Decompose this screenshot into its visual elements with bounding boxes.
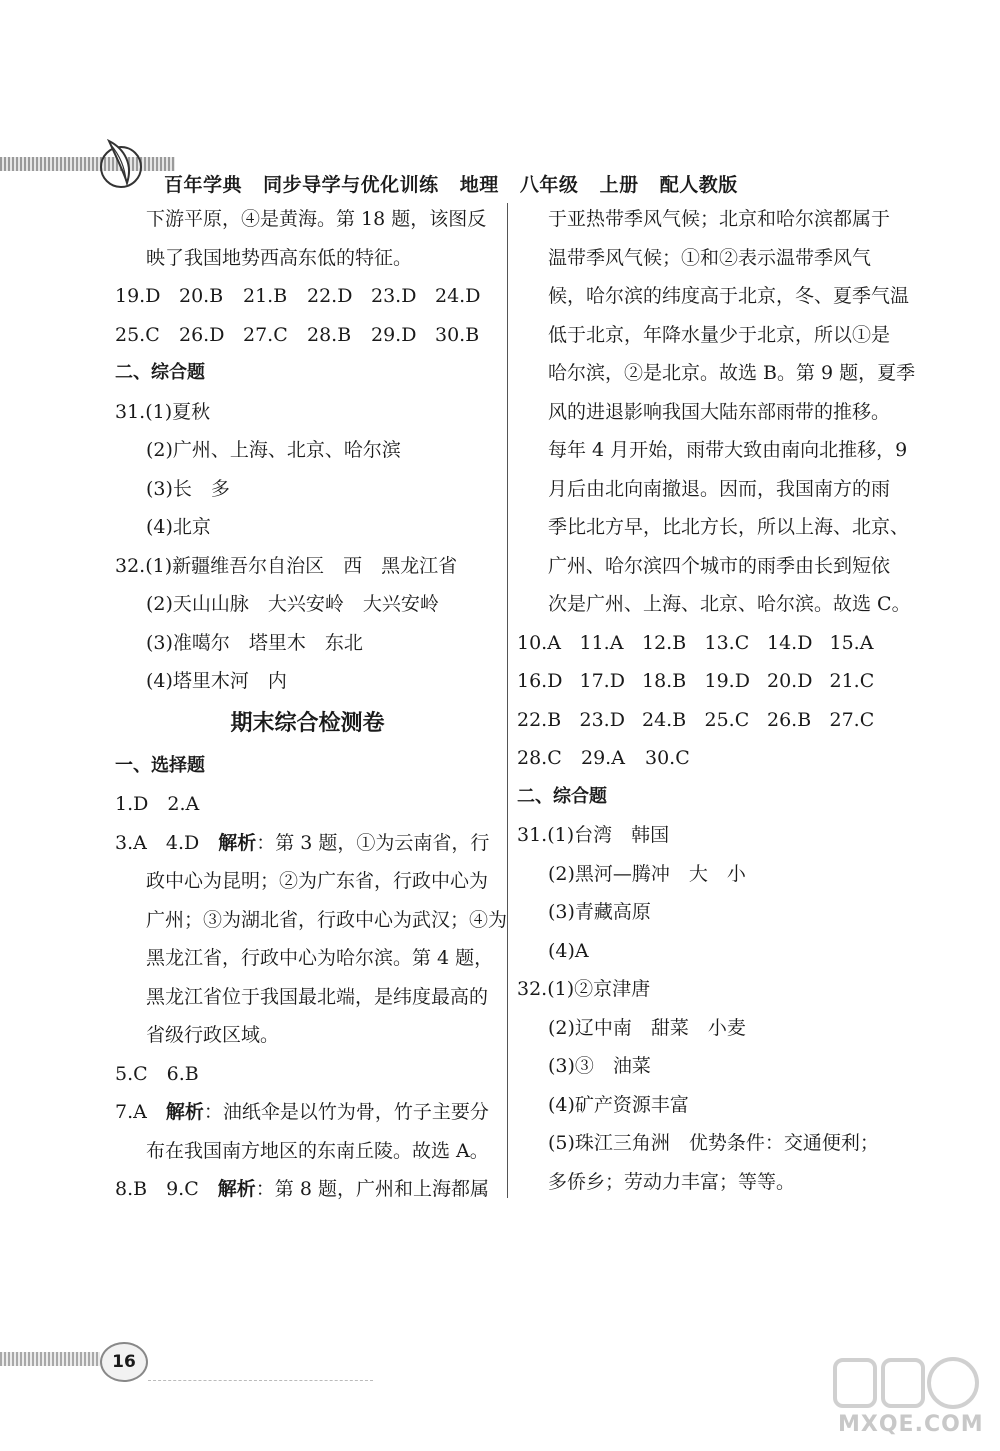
answer-item: 28.C <box>517 747 562 769</box>
answer-item: 19.D <box>704 670 750 692</box>
explanation-line: 次是广州、上海、北京、哈尔滨。故选 C。 <box>548 593 911 615</box>
answer-item: 26.B <box>767 708 812 731</box>
answer-item: 25.C <box>115 323 160 346</box>
explanation-line: 候，哈尔滨的纬度高于北京，冬、夏季气温 <box>548 285 910 307</box>
explanation-line: 低于北京，年降水量少于北京，所以①是 <box>548 323 891 346</box>
header-volume: 上册 <box>599 174 639 196</box>
answer-item: 29.D <box>371 323 417 346</box>
answer-item: 14.D <box>767 631 813 654</box>
explanation-line: 省级行政区域。 <box>146 1024 280 1046</box>
answer-row <box>517 624 892 663</box>
answer-item: 22.B <box>517 708 562 731</box>
explanation-label: 解析 <box>217 1178 256 1200</box>
explanation-line: 温带季风气候；①和②表示温带季风气 <box>548 246 872 269</box>
answer-item: 30.C <box>645 747 690 769</box>
explanation-line: 月后由北向南撤退。因而，我国南方的雨 <box>548 477 891 500</box>
answer-line: (2)辽中南 甜菜 小麦 <box>548 1016 746 1039</box>
answer-item: 12.B <box>642 631 687 654</box>
header-brand: 百年学典 <box>164 174 243 196</box>
answer-item: 28.B <box>307 323 352 346</box>
answer-item: 23.D <box>579 708 625 731</box>
answer-item: 27.C <box>829 708 875 731</box>
exam-title: 期末综合检测卷 <box>230 710 385 736</box>
explanation-text: ：油纸伞是以竹为骨，竹子主要分 <box>203 1101 489 1123</box>
answer-item: 24.D <box>435 285 481 307</box>
answer-line: 多侨乡；劳动力丰富；等等。 <box>548 1170 796 1193</box>
answer-item: 27.C <box>243 323 288 346</box>
answer-line: (4)矿产资源丰富 <box>548 1093 689 1116</box>
answer-row <box>517 739 892 778</box>
answer-item: 13.C <box>704 631 750 654</box>
footer-decoration-bar <box>0 1352 100 1366</box>
answer-line: (4)北京 <box>146 516 211 538</box>
answer-row <box>115 277 500 316</box>
header-title <box>164 170 752 197</box>
answer-line: 1.D 2.A <box>115 793 200 815</box>
answer-line: (4)A <box>548 939 589 962</box>
header-grade: 八年级 <box>519 174 579 196</box>
page-number: 16 <box>100 1342 148 1382</box>
continued-text-line: 下游平原，④是黄海。第 18 题，该图反 <box>146 208 487 230</box>
explanation-line: 哈尔滨，②是北京。故选 B。第 9 题，夏季 <box>548 362 916 384</box>
explanation-line: 风的进退影响我国大陆东部雨带的推移。 <box>548 400 891 423</box>
answer-item: 26.D <box>179 323 225 346</box>
answer-item: 21.C <box>829 670 875 692</box>
explanation-line <box>115 1170 500 1209</box>
answer-item: 10.A <box>517 631 561 654</box>
explanation-line <box>115 1093 500 1132</box>
answer-line: 31.(1)台湾 韩国 <box>517 824 670 846</box>
right-column <box>517 200 916 1201</box>
column-divider <box>507 203 508 1198</box>
answer-line: 32.(1)②京津唐 <box>517 978 651 1000</box>
answer-item: 22.D <box>307 285 353 307</box>
section-heading: 二、综合题 <box>115 362 205 383</box>
section-heading: 一、选择题 <box>115 754 205 776</box>
answer-line: 5.C 6.B <box>115 1062 199 1085</box>
explanation-label: 解析 <box>165 1101 204 1123</box>
explanation-text: ：第 8 题，广州和上海都属 <box>255 1178 489 1200</box>
answer-line: (2)天山山脉 大兴安岭 大兴安岭 <box>146 593 439 615</box>
header-series: 同步导学与优化训练 <box>263 174 439 196</box>
explanation-line: 每年 4 月开始，雨带大致由南向北推移，9 <box>548 439 908 461</box>
explanation-text: ：第 3 题，①为云南省，行 <box>256 831 490 854</box>
answer-item: 24.B <box>642 708 687 731</box>
footer-dashed-rule <box>148 1380 373 1381</box>
watermark-text: MXQE.COM <box>838 1412 984 1437</box>
answer-item: 29.A <box>581 747 625 769</box>
answer-item: 15.A <box>829 631 874 654</box>
answer-item: 18.B <box>642 670 687 692</box>
header-subject: 地理 <box>459 174 499 196</box>
answer-line: 31.(1)夏秋 <box>115 400 211 423</box>
answer-row <box>517 701 892 740</box>
answer-line: (3)准噶尔 塔里木 东北 <box>146 631 363 654</box>
answer-line: (3)③ 油菜 <box>548 1055 651 1077</box>
explanation-label: 解析 <box>218 831 257 854</box>
left-column <box>115 200 508 1209</box>
explanation-line: 广州；③为湖北省，行政中心为武汉；④为 <box>146 908 508 931</box>
explanation-line: 季比北方早，比北方长，所以上海、北京、 <box>548 516 910 538</box>
answer-item: 20.D <box>767 670 813 692</box>
answer-keys: 8.B 9.C <box>115 1178 218 1200</box>
answer-row <box>115 316 500 355</box>
answer-line: (5)珠江三角洲 优势条件：交通便利； <box>548 1132 879 1154</box>
explanation-line: 黑龙江省位于我国最北端，是纬度最高的 <box>146 985 489 1008</box>
explanation-line <box>115 824 500 863</box>
answer-line: 32.(1)新疆维吾尔自治区 西 黑龙江省 <box>115 554 458 577</box>
answer-item: 21.B <box>243 285 288 307</box>
section-heading: 二、综合题 <box>517 785 607 807</box>
answer-item: 19.D <box>115 285 161 307</box>
answer-item: 25.C <box>704 708 750 731</box>
answer-item: 30.B <box>435 323 480 346</box>
answer-keys: 3.A 4.D <box>115 831 219 854</box>
answer-line: (3)青藏高原 <box>548 901 651 923</box>
answer-item: 23.D <box>371 285 417 307</box>
answer-item: 17.D <box>579 670 625 692</box>
page-header <box>0 130 1000 200</box>
answer-keys: 7.A <box>115 1101 166 1123</box>
quill-logo-icon <box>95 135 151 191</box>
answer-line: (2)广州、上海、北京、哈尔滨 <box>146 439 401 461</box>
explanation-line: 布在我国南方地区的东南丘陵。故选 A。 <box>146 1139 489 1162</box>
explanation-line: 于亚热带季风气候；北京和哈尔滨都属于 <box>548 208 891 230</box>
answer-item: 16.D <box>517 670 563 692</box>
explanation-line: 政中心为昆明；②为广东省，行政中心为 <box>146 870 489 892</box>
continued-text-line: 映了我国地势西高东低的特征。 <box>146 246 413 269</box>
answer-item: 11.A <box>579 631 624 654</box>
answer-line: (3)长 多 <box>146 477 230 500</box>
header-edition: 配人教版 <box>659 174 738 196</box>
answer-line: (4)塔里木河 内 <box>146 670 287 692</box>
answer-line: (2)黑河—腾冲 大 小 <box>548 862 746 885</box>
answer-item: 20.B <box>179 285 224 307</box>
answer-row <box>517 662 892 701</box>
explanation-line: 广州、哈尔滨四个城市的雨季由长到短依 <box>548 554 891 577</box>
explanation-line: 黑龙江省，行政中心为哈尔滨。第 4 题， <box>146 947 494 969</box>
